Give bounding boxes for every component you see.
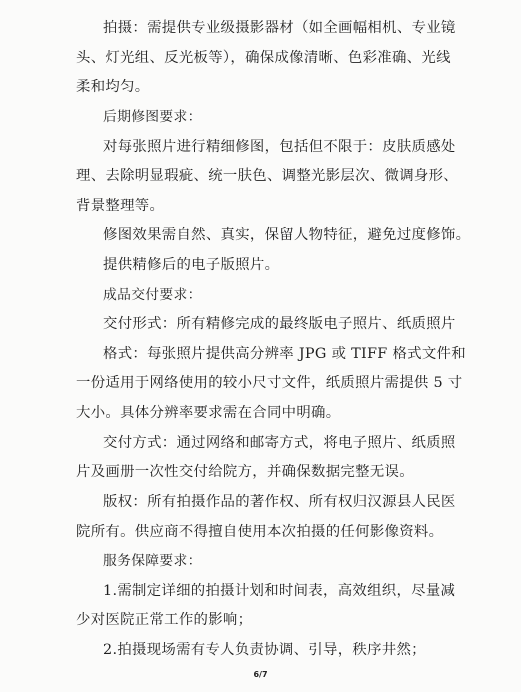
paragraph-line: 交付形式：所有精修完成的最终版电子照片、纸质照片	[103, 316, 456, 333]
paragraph-line: 一份适用于网络使用的较小尺寸文件，纸质照片需提供 5 寸	[76, 375, 463, 392]
paragraph-line: 片及画册一次性交付给院方，并确保数据完整无误。	[76, 464, 414, 481]
section-heading-delivery: 成品交付要求：	[103, 286, 202, 303]
paragraph-line: 交付方式：通过网络和邮寄方式，将电子照片、纸质照	[103, 434, 456, 451]
paragraph-line: 大小。具体分辨率要求需在合同中明确。	[76, 405, 341, 421]
paragraph-line: 少对医院正常工作的影响；	[76, 612, 253, 629]
section-heading-post-editing: 后期修图要求：	[103, 108, 202, 125]
paragraph-line: 理、去除明显瑕疵、统一肤色、调整光影层次、微调身形、	[76, 168, 458, 185]
paragraph-line: 背景整理等。	[76, 197, 165, 214]
paragraph-line: 提供精修后的电子版照片。	[103, 257, 280, 273]
paragraph-line: 修图效果需自然、真实，保留人物特征，避免过度修饰。	[103, 227, 471, 244]
paragraph-line: 2.拍摄现场需有专人负责协调、引导，秩序井然；	[103, 642, 426, 658]
page-number: 6/7	[253, 670, 268, 679]
paragraph-line: 1.需制定详细的拍摄计划和时间表，高效组织，尽量减	[103, 582, 456, 599]
paragraph-line: 对每张照片进行精细修图，包括但不限于：皮肤质感处	[103, 138, 456, 155]
paragraph-line: 版权：所有拍摄作品的著作权、所有权归汉源县人民医	[103, 493, 456, 510]
paragraph-line: 柔和均匀。	[76, 79, 150, 96]
paragraph-line: 院所有。供应商不得擅自使用本次拍摄的任何影像资料。	[76, 523, 444, 540]
section-heading-service-guarantee: 服务保障要求：	[103, 553, 202, 570]
paragraph-line: 拍摄：需提供专业级摄影器材（如全画幅相机、专业镜	[103, 20, 456, 36]
paragraph-line: 头、灯光组、反光板等），确保成像清晰、色彩准确、光线	[76, 49, 451, 66]
paragraph-line: 格式：每张照片提供高分辨率 JPG 或 TIFF 格式文件和	[103, 345, 466, 362]
